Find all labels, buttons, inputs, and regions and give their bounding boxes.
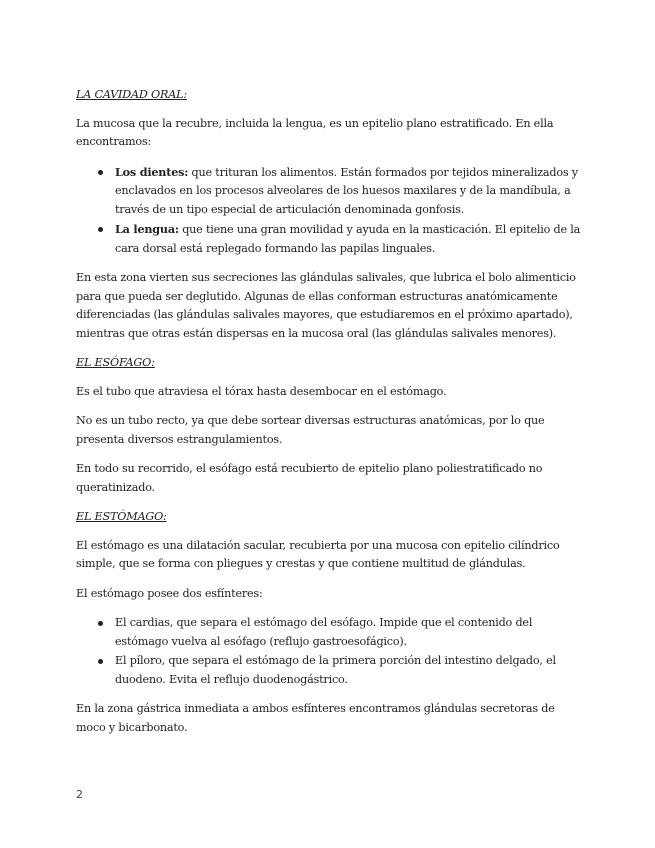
list-cavidad bbox=[76, 163, 581, 259]
term-dientes: Los dientes: bbox=[115, 164, 189, 179]
term-lengua: La lengua: bbox=[115, 222, 179, 236]
paragraph-esofago-1: Es el tubo que atraviesa el tórax hasta desembocar en el estómago. bbox=[76, 384, 447, 398]
paragraph-cavidad-closing: En esta zona vierten sus secreciones las glándulas salivales, que lubrica el bolo alimenticio para que pueda ser deglutido. Algunas de ellas conforman estructuras anatómicamente diferenciadas (las glándulas salivales mayores, que estudiaremos en el próximo apartado), mientras que otras están dispersas en la mucosa oral (las glándulas salivales menores). bbox=[76, 271, 576, 340]
paragraph-estomago-1: El estómago es una dilatación sacular, recubierta por una mucosa con epitelio cilíndrico simple, que se forma con pliegues y crestas y que contiene multitud de glándulas. bbox=[76, 538, 560, 570]
heading-cavidad-oral: LA CAVIDAD ORAL: bbox=[76, 88, 187, 101]
paragraph-esofago-3: En todo su recorrido, el esófago está recubierto de epitelio plano poliestratificado no queratinizado. bbox=[76, 462, 543, 494]
page-number: 2 bbox=[76, 788, 83, 801]
paragraph-cavidad-intro: La mucosa que la recubre, incluida la lengua, es un epitelio plano estratificado. En ella encontramos: bbox=[76, 116, 554, 148]
page-content bbox=[76, 86, 581, 748]
list-esfinteres bbox=[76, 614, 581, 689]
list-item-piloro: El píloro, que separa el estómago de la primera porción del intestino delgado, el duodeno. Evita el reflujo duodenogástrico. bbox=[76, 652, 581, 689]
paragraph-estomago-3: En la zona gástrica inmediata a ambos esfínteres encontramos glándulas secretoras de moco y bicarbonato. bbox=[76, 702, 555, 734]
list-item-cardias: El cardias, que separa el estómago del esófago. Impide que el contenido del estómago vuelva al esófago (reflujo gastroesofágico). bbox=[76, 614, 581, 651]
text-dientes: que trituran los alimentos. Están formados por tejidos mineralizados y enclavados en los procesos alveolares de los huesos maxilares y de la mandíbula, a través de un tipo especial de articulación denominada gonfosis. bbox=[115, 165, 578, 216]
paragraph-estomago-2: El estómago posee dos esfínteres: bbox=[76, 586, 263, 600]
list-item-lengua bbox=[76, 220, 581, 258]
paragraph-esofago-2: No es un tubo recto, ya que debe sortear diversas estructuras anatómicas, por lo que presenta diversos estrangulamientos. bbox=[76, 414, 545, 446]
heading-estomago: EL ESTÓMAGO: bbox=[76, 510, 167, 523]
list-item-dientes bbox=[76, 163, 581, 220]
text-lengua: que tiene una gran movilidad y ayuda en la masticación. El epitelio de la cara dorsal está replegado formando las papilas linguales. bbox=[115, 223, 581, 255]
heading-esofago: EL ESÓFAGO: bbox=[76, 356, 155, 369]
